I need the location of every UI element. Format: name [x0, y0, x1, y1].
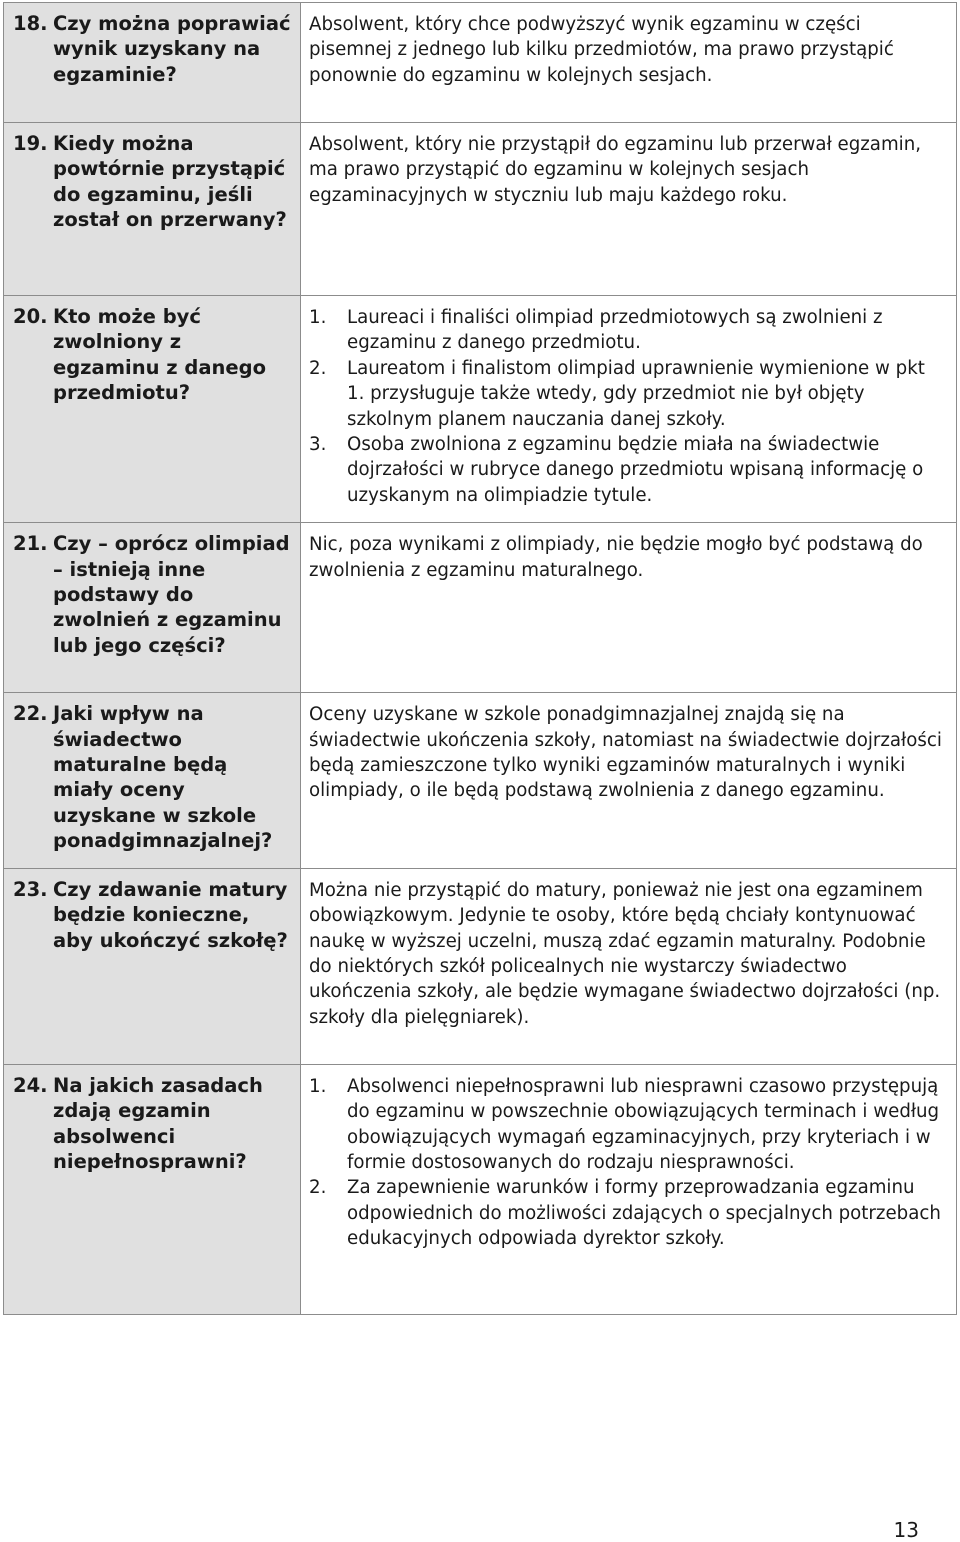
table-row	[4, 523, 957, 693]
list-item-text: Za zapewnienie warunków i formy przeprowadzania egzaminu odpowiednich do możliwości zdających o specjalnych potrzebach edukacyjnych odpowiada dyrektor szkoły.	[347, 1177, 941, 1250]
question-text: Kiedy można powtórnie przystąpić do egzaminu, jeśli został on przerwany?	[53, 132, 287, 232]
list-item-text: Absolwenci niepełnosprawni lub niesprawni czasowo przystępują do egzaminu w powszechnie obowiązujących terminach i według obowiązujących wymagań egzaminacyjnych, przy kryteriach i w formie dostosowanych do rodzaju niesprawności.	[347, 1075, 940, 1173]
answer-cell	[301, 3, 957, 123]
question-cell	[4, 123, 301, 296]
question-text: Jaki wpływ na świadectwo maturalne będą miały oceny uzyskane w szkole ponadgimnazjalnej?	[53, 702, 273, 853]
table-row	[4, 296, 957, 523]
qa-table-body	[4, 3, 957, 1315]
list-item-number: 1.	[309, 307, 327, 328]
list-item-number: 2.	[309, 357, 327, 379]
question-cell	[4, 693, 301, 868]
question-cell	[4, 3, 301, 123]
answer-cell	[301, 296, 957, 523]
question-text: Na jakich zasadach zdają egzamin absolwenci niepełnosprawni?	[53, 1073, 263, 1173]
question-number: 21.	[13, 532, 48, 556]
question-number: 23.	[13, 877, 48, 901]
answer-cell	[301, 123, 957, 296]
question-cell	[4, 523, 301, 693]
answer-paragraph: Absolwent, który nie przystąpił do egzaminu lub przerwał egzamin, ma prawo przystąpić do egzaminu w kolejnych sesjach egzaminacyjnych w styczniu lub maju każdego roku.	[309, 134, 922, 206]
table-row	[4, 3, 957, 123]
list-item-number: 3.	[309, 434, 327, 456]
table-row	[4, 1064, 957, 1314]
list-item	[309, 1074, 946, 1176]
list-item-number: 2.	[309, 1177, 327, 1199]
list-item-text: Osoba zwolniona z egzaminu będzie miała na świadectwie dojrzałości w rubryce danego przedmiotu wpisaną informację o uzyskanym na olimpiadzie tytule.	[347, 434, 924, 506]
answer-paragraph: Można nie przystąpić do matury, ponieważ nie jest ona egzaminem obowiązkowym. Jedynie te osoby, które będą chciały kontynuować naukę w wyższej uczelni, muszą zdać egzamin maturalny. Podobnie do niektórych szkół policealnych nie wystarczy świadectwo ukończenia szkoły, ale będzie wymagane świadectwo dojrzałości (np. szkoły dla pielęgniarek).	[309, 879, 941, 1028]
question-number: 18.	[13, 12, 48, 35]
answer-paragraph: Absolwent, który chce podwyższyć wynik egzaminu w części pisemnej z jednego lub kilku przedmiotów, ma prawo przystąpić ponownie do egzaminu w kolejnych sesjach.	[309, 14, 894, 86]
answer-list	[309, 305, 946, 508]
table-row	[4, 123, 957, 296]
question-number: 20.	[13, 305, 48, 328]
list-item	[309, 305, 946, 356]
answer-cell	[301, 1064, 957, 1314]
page-number: 13	[893, 1518, 919, 1542]
qa-table	[3, 2, 957, 1315]
table-row	[4, 868, 957, 1064]
list-item	[309, 432, 946, 508]
list-item	[309, 1175, 946, 1251]
question-text: Czy – oprócz olimpiad – istnieją inne podstawy do zwolnień z egzaminu lub jego części?	[53, 532, 290, 657]
list-item-number: 1.	[309, 1075, 327, 1097]
answer-paragraph: Nic, poza wynikami z olimpiady, nie będzie mogło być podstawą do zwolnienia z egzaminu maturalnego.	[309, 534, 923, 581]
question-cell	[4, 868, 301, 1064]
answer-list	[309, 1074, 946, 1252]
answer-cell	[301, 868, 957, 1064]
table-row	[4, 693, 957, 868]
list-item-text: Laureaci i finaliści olimpiad przedmiotowych są zwolnieni z egzaminu z danego przedmiotu.	[347, 307, 883, 354]
question-text: Kto może być zwolniony z egzaminu z danego przedmiotu?	[53, 305, 266, 405]
question-cell	[4, 296, 301, 523]
list-item-text: Laureatom i finalistom olimpiad uprawnienie wymienione w pkt 1. przysługuje także wtedy, gdy przedmiot nie był objęty szkolnym planem nauczania danej szkoły.	[347, 357, 925, 430]
answer-cell	[301, 693, 957, 868]
question-number: 24.	[13, 1073, 48, 1097]
question-text: Czy zdawanie matury będzie konieczne, aby ukończyć szkołę?	[53, 877, 288, 952]
question-number: 19.	[13, 132, 48, 155]
answer-paragraph: Oceny uzyskane w szkole ponadgimnazjalnej znajdą się na świadectwie ukończenia szkoły, natomiast na świadectwie dojrzałości będą zamieszczone tylko wyniki egzaminów maturalnych i wyniki olimpiady, o ile będą podstawą zwolnienia z danego egzaminu.	[309, 704, 942, 802]
question-text: Czy można poprawiać wynik uzyskany na egzaminie?	[53, 12, 291, 86]
answer-cell	[301, 523, 957, 693]
question-cell	[4, 1064, 301, 1314]
list-item	[309, 356, 946, 432]
question-number: 22.	[13, 702, 48, 726]
